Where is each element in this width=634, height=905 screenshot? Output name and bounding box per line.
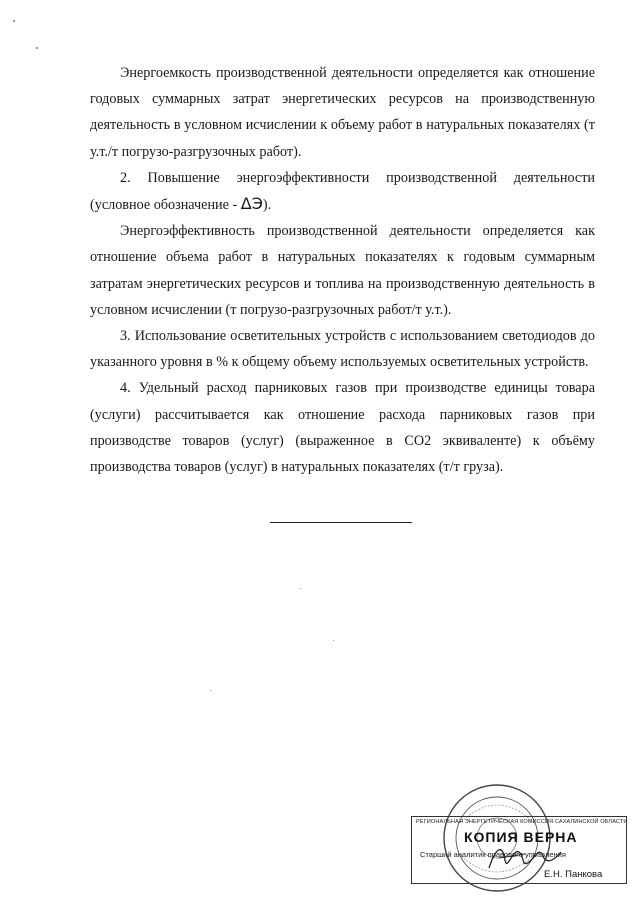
paragraph-energy-intensity: Энергоемкость производственной деятельности определяется как отношение годовых суммарных затрат энергетических ресурсов на производственную деятельность в условном исчислении к объему работ в натуральных показателях (т у.т./т погрузо-разгрузочных работ). (90, 65, 595, 160)
stamp-title: КОПИЯ ВЕРНА (464, 829, 578, 845)
stamp-signatory-name: Е.Н. Панкова (544, 869, 603, 880)
paragraph-item-4: 4. Удельный расход парниковых газов при производстве единицы товара (услуги) рассчитывается как отношение расхода парниковых газов при производстве товаров (услуг) (выраженное в CO2 эквиваленте) к объёму производства товаров (услуг) в натуральных показателях (т/т груза). (90, 380, 595, 476)
scan-speck (333, 640, 334, 641)
paragraph-energy-efficiency: Энергоэффективность производственной деятельности определяется как отношение объема работ в натуральных показателях к годовым суммарным затратам энергетических ресурсов и топлива на производственную деятельность в условном исчислении (т погрузо-разгрузочных работ/т у.т.). (90, 223, 595, 318)
stamp-role: Старший аналитик правового управления (420, 850, 566, 859)
document-body (90, 60, 595, 480)
section-divider (270, 522, 412, 523)
scan-speck (13, 20, 15, 22)
certification-stamp (405, 782, 630, 900)
scan-speck (210, 690, 211, 691)
paragraph-item-2-text: 2. Повышение энергоэффективности производственной деятельности (условное обозначение - (90, 169, 595, 214)
scan-speck (36, 47, 38, 49)
delta-e-symbol: ΔЭ (240, 194, 263, 214)
stamp-organization: РЕГИОНАЛЬНАЯ ЭНЕРГЕТИЧЕСКАЯ КОМИССИЯ САХАЛИНСКОЙ ОБЛАСТИ (416, 819, 628, 825)
scan-speck (300, 588, 301, 589)
paragraph-item-3: 3. Использование осветительных устройств с использованием светодиодов до указанного уровня в % к общему объему используемых осветительных устройств. (90, 328, 595, 371)
paragraph-item-2 (90, 165, 595, 218)
signature-icon (485, 838, 565, 878)
paragraph-item-2-end: ). (262, 197, 272, 214)
